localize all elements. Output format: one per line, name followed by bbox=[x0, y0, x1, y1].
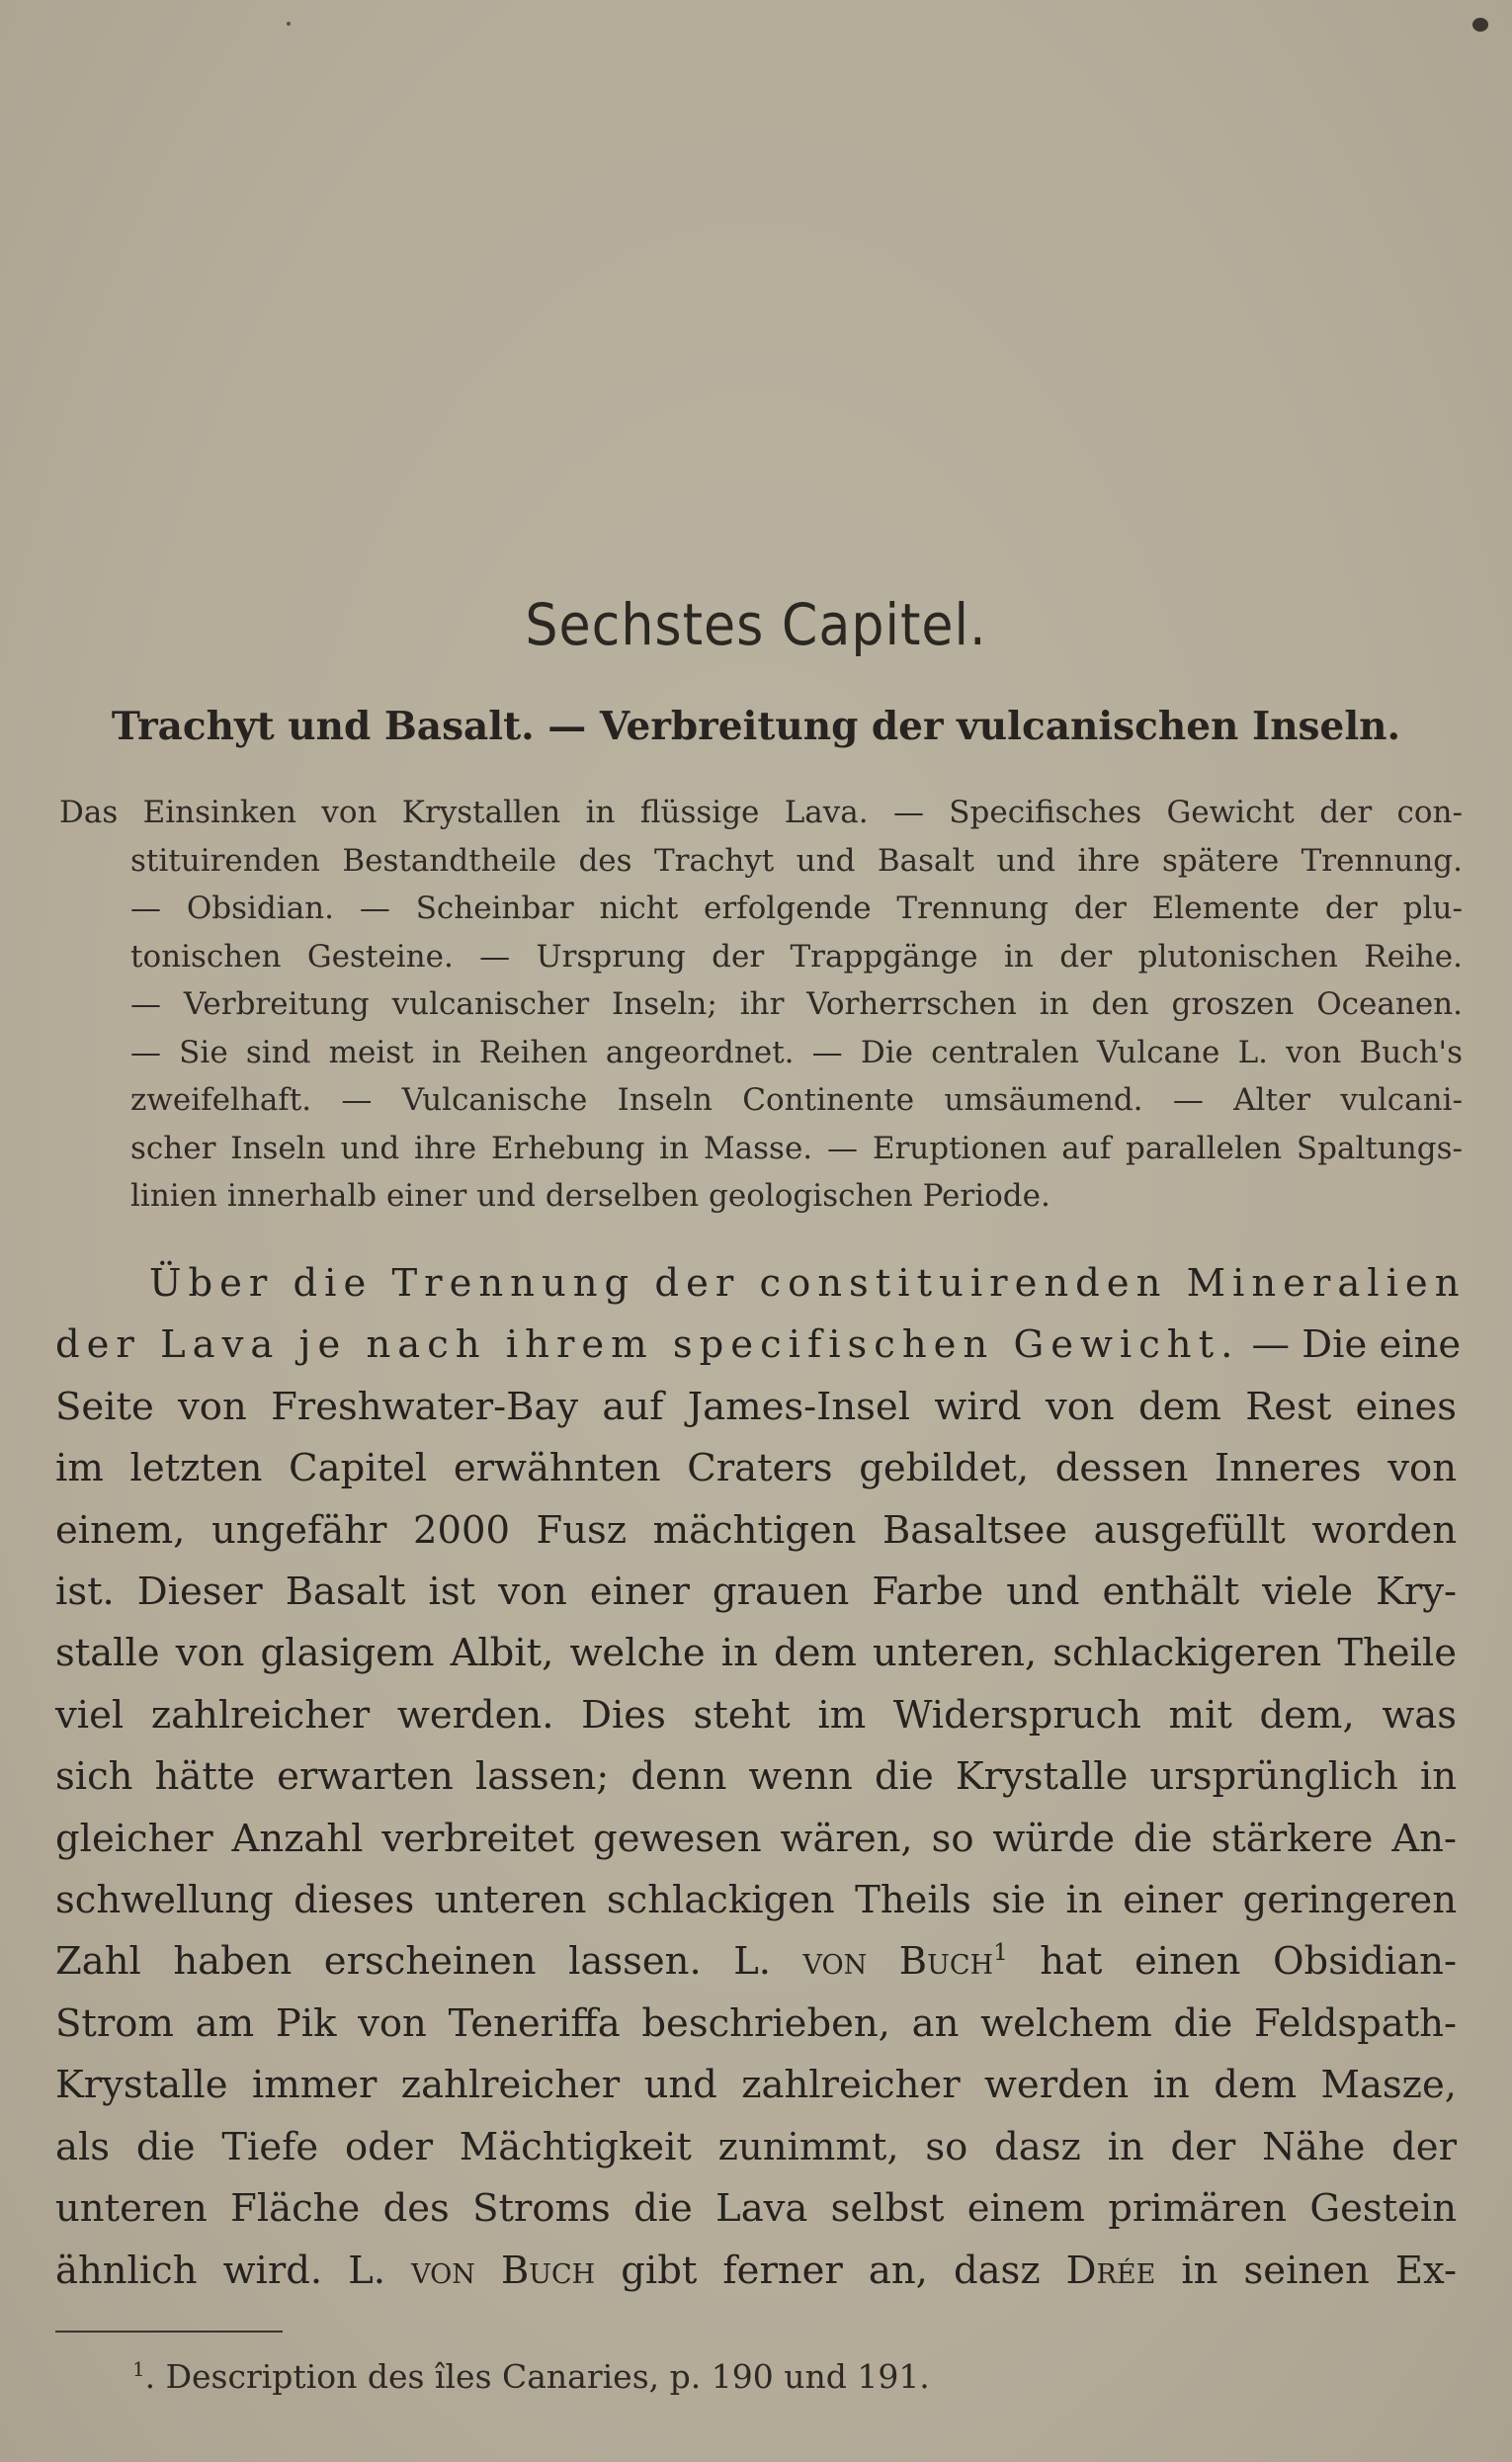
body-text-fragment: Zahl haben erscheinen lassen. L. bbox=[55, 1939, 803, 1985]
summary-line: stituirenden Bestandtheile des Trachyt und Basalt und ihre spätere Trennung. bbox=[130, 842, 1463, 879]
body-line: als die Tiefe oder Mächtigkeit zunimmt, so dasz in der Nähe der bbox=[55, 2124, 1457, 2169]
body-line: Krystalle immer zahlreicher und zahlreicher werden in dem Masze, bbox=[55, 2063, 1457, 2108]
author-name: von Buch bbox=[802, 1939, 994, 1985]
body-line: Seite von Freshwater-Bay auf James-Insel wird von dem Rest eines bbox=[55, 1384, 1457, 1429]
body-line: sich hätte erwarten lassen; denn wenn die Krystalle ursprünglich in bbox=[55, 1754, 1457, 1800]
section-heading: der Lava je nach ihrem specifischen Gewicht. bbox=[55, 1322, 1240, 1368]
summary-line: — Sie sind meist in Reihen angeordnet. — Die centralen Vulcane L. von Buch's bbox=[130, 1034, 1463, 1070]
section-heading: Über die Trennung der constituirenden Mineralien bbox=[149, 1261, 1467, 1306]
body-text-fragment: ähnlich wird. L. bbox=[55, 2248, 412, 2293]
summary-line: — Verbreitung vulcanischer Inseln; ihr Vorherrschen in den groszen Oceanen. bbox=[130, 986, 1463, 1022]
chapter-subtitle: Trachyt und Basalt. — Verbreitung der vulcanischen Inseln. bbox=[111, 704, 1401, 749]
body-line: schwellung dieses unteren schlackigen Theils sie in einer geringeren bbox=[55, 1878, 1457, 1923]
body-line bbox=[55, 1253, 1467, 1315]
summary-line: — Obsidian. — Scheinbar nicht erfolgende Trennung der Elemente der plu- bbox=[130, 891, 1463, 926]
footnote-text: . Description des îles Canaries, p. 190 und 191. bbox=[144, 2357, 930, 2396]
footnote-marker: 1 bbox=[993, 1940, 1008, 1967]
chapter-summary bbox=[59, 789, 1463, 1221]
footnote bbox=[132, 2357, 930, 2396]
body-text-fragment: in seinen Ex- bbox=[1155, 2248, 1457, 2293]
body-line: unteren Fläche des Stroms die Lava selbst einem primären Gestein bbox=[55, 2186, 1457, 2232]
body-line: einem, ungefähr 2000 Fusz mächtigen Basaltsee ausgefüllt worden bbox=[55, 1507, 1457, 1553]
chapter-title: Sechstes Capitel. bbox=[525, 591, 987, 658]
author-name: Drée bbox=[1065, 2248, 1156, 2293]
summary-line: zweifelhaft. — Vulcanische Inseln Continente umsäumend. — Alter vulcani- bbox=[130, 1082, 1463, 1118]
body-text-fragment: — Die eine bbox=[1239, 1322, 1462, 1368]
body-paragraph bbox=[55, 1253, 1467, 2302]
body-line: ist. Dieser Basalt ist von einer grauen Farbe und enthält viele Kry- bbox=[55, 1570, 1457, 1615]
author-name: von Buch bbox=[411, 2248, 596, 2293]
body-text-fragment: gibt ferner an, dasz bbox=[595, 2248, 1066, 2293]
body-line: im letzten Capitel erwähnten Craters gebildet, dessen Inneres von bbox=[55, 1446, 1457, 1491]
body-line: stalle von glasigem Albit, welche in dem unteren, schlackigeren Theile bbox=[55, 1631, 1457, 1676]
ink-spot bbox=[1472, 18, 1488, 32]
summary-line: linien innerhalb einer und derselben geologischen Periode. bbox=[130, 1178, 1050, 1214]
body-line: gleicher Anzahl verbreitet gewesen wären, so würde die stärkere An- bbox=[55, 1816, 1457, 1861]
body-text-fragment: hat einen Obsidian- bbox=[1007, 1939, 1457, 1985]
summary-line: scher Inseln und ihre Erhebung in Masse. — Eruptionen auf parallelen Spaltungs- bbox=[130, 1130, 1463, 1166]
body-line bbox=[55, 1315, 1462, 1376]
footnote-number: 1 bbox=[132, 2358, 145, 2381]
summary-line: Das Einsinken von Krystallen in flüssige Lava. — Specifisches Gewicht der con- bbox=[59, 795, 1463, 830]
body-line bbox=[55, 2241, 1457, 2302]
body-line: Strom am Pik von Teneriffa beschrieben, an welchem die Feldspath- bbox=[55, 2000, 1457, 2046]
summary-line: tonischen Gesteine. — Ursprung der Trappgänge in der plutonischen Reihe. bbox=[130, 938, 1463, 975]
ink-speck bbox=[287, 22, 291, 26]
footnote-divider bbox=[55, 2331, 283, 2333]
body-line bbox=[55, 1931, 1457, 1993]
body-line: viel zahlreicher werden. Dies steht im Widerspruch mit dem, was bbox=[55, 1692, 1457, 1738]
